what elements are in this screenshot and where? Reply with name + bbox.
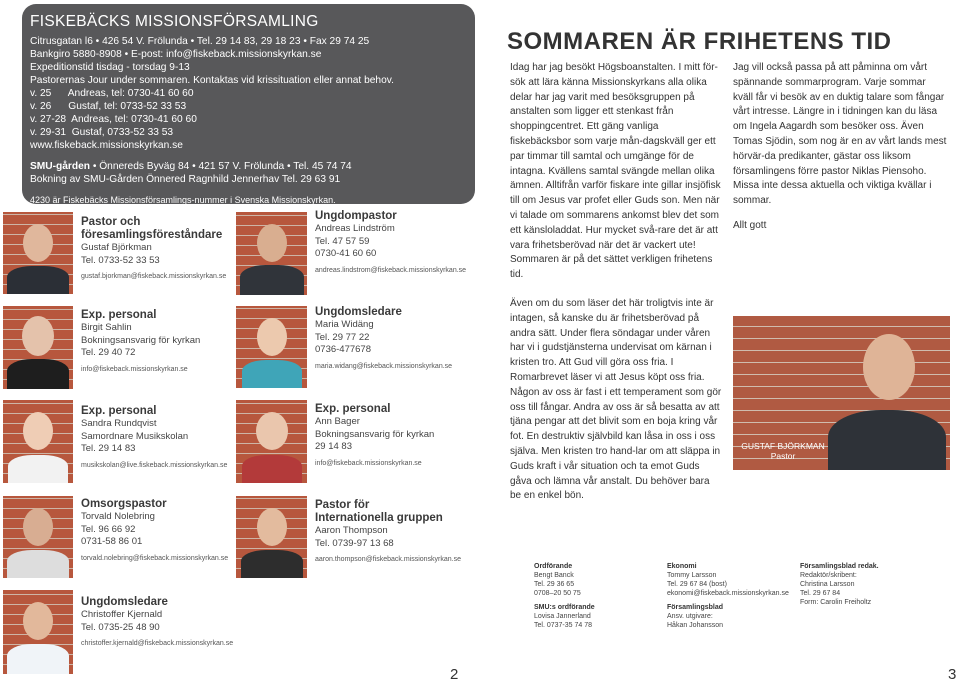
- staff-card-youth-leader-2: [81, 596, 251, 647]
- staff-name: Torvald Nolebring: [81, 511, 155, 522]
- duty-week-26: v. 26 Gustaf, tel: 0733-52 33 53: [30, 101, 187, 112]
- staff-email[interactable]: info@fiskeback.missionskyrkan.se: [81, 365, 188, 373]
- caption-role: Pastor: [770, 451, 796, 461]
- booking-line: Bokning av SMU-Gården Önnered Ragnhild Jennerhav Tel. 29 63 91: [30, 174, 341, 185]
- staff-photo-birgit: [3, 306, 73, 389]
- staff-title: Samordnare Musikskolan: [81, 430, 189, 442]
- staff-mobile: 0731-58 86 01: [81, 536, 143, 547]
- footer-line: Christina Larsson: [800, 581, 855, 588]
- staff-name: Christoffer Kjernald: [81, 609, 163, 620]
- page-number-right: 3: [948, 666, 957, 683]
- staff-phone: Tel. 96 66 92: [81, 523, 136, 535]
- staff-phone: Tel. 29 77 22: [315, 331, 370, 343]
- staff-name: Maria Widäng: [315, 319, 374, 330]
- staff-name: Birgit Sahlin: [81, 322, 132, 333]
- portrait-caption: [733, 441, 833, 461]
- staff-name: Sandra Rundqvist: [81, 418, 157, 429]
- staff-phone: 29 14 83: [315, 441, 352, 452]
- footer-line: Redaktör/skribent:: [800, 572, 857, 579]
- article-paragraph: Jag vill också passa på att påminna om vårt spännande sommarprogram. Varje sommar kväll får vi besök av en duktig talare som fångar vårt intresse. Längre in i tidningen kan du läsa om Ingela Aagardh som besöker oss. Även Tomas Sjödin, som nog är en av vårt lands mest hörvär-da predikanter, gästar oss liksom församlingens förre pastor Niklas Piensoho. Missa inte dessa aktuella och viktiga kvällar i sommar.: [733, 62, 947, 207]
- footer-line: Tommy Larsson: [667, 572, 717, 579]
- staff-name: Andreas Lindström: [315, 223, 395, 234]
- staff-role: Ungdompastor: [315, 210, 397, 222]
- article-column-2: [733, 61, 948, 240]
- staff-photo-gustaf: [3, 212, 73, 294]
- staff-card-pastor: [81, 216, 231, 280]
- staff-email[interactable]: maria.widang@fiskeback.missionskyrkan.se: [315, 362, 453, 370]
- staff-name: Gustaf Björkman: [81, 242, 152, 253]
- member-number-line: 4230 är Fiskebäcks Missionsförsamlings-nummer i Svenska Missionskyrkan.: [30, 195, 336, 205]
- pastor-portrait: [733, 316, 950, 470]
- staff-email[interactable]: gustaf.bjorkman@fiskeback.missionskyrkan.se: [81, 273, 227, 280]
- staff-email[interactable]: torvald.nolebring@fiskeback.missionskyrkan.se: [81, 554, 229, 562]
- staff-card-office-3: [315, 403, 475, 467]
- footer-line: Tel. 0737-35 74 78: [534, 622, 592, 629]
- footer-column-1: [534, 562, 654, 630]
- footer-heading: SMU:s ordförande: [534, 604, 595, 611]
- staff-card-office-1: [81, 309, 231, 373]
- footer-line: Tel. 29 67 84: [800, 590, 841, 597]
- staff-role: Exp. personal: [81, 309, 157, 321]
- staff-card-office-2: [81, 405, 231, 469]
- article-paragraph: Idag har jag besökt Högsboanstalten. I mitt för-sök att lära känna Missionskyrkans alla olika delar har jag varit med besöksgruppen på anstalten som ligger ett stenkast från shoppingcentret. Ett gäng vanliga fiskebäcksbor som varje mån-dagskväll ger ett par timmar till samtal och umgänge för de intagna. Kvällens samtal svängde mellan olika ämnen. Alltifrån varför fiskare inte gillar insjöfisk till om Jesus var profet eller Guds son. Men när vi talade om sommarens ankomst blev det som ett känsloladdat. Hur mycket svå-rare det är att vara frihetsberövad när det är vackert ute! Sommaren är på det sättet verkligen frihetens tid.: [510, 62, 721, 281]
- staff-photo-andreas: [236, 212, 307, 295]
- footer-line: Lovisa Jannerland: [534, 613, 591, 620]
- staff-email[interactable]: christoffer.kjernald@fiskeback.missionskyrkan.se: [81, 640, 234, 647]
- staff-phone: Tel. 29 40 72: [81, 347, 136, 358]
- bankgiro-line: Bankgiro 5880-8908 • E-post: info@fiskeback.missionskyrkan.se: [30, 49, 322, 60]
- staff-title: Bokningsansvarig för kyrkan: [315, 428, 435, 440]
- office-hours-line: Expeditionstid tisdag - torsdag 9-13: [30, 62, 190, 73]
- article-headline: SOMMAREN ÄR FRIHETENS TID: [507, 28, 892, 55]
- staff-role: Omsorgspastor: [81, 498, 167, 510]
- page-number-left: 2: [450, 666, 459, 683]
- staff-card-international-pastor: [315, 499, 475, 563]
- footer-line: 0708–20 50 75: [534, 590, 581, 597]
- staff-name: Ann Bager: [315, 416, 360, 427]
- contact-info-box: [22, 4, 475, 204]
- staff-photo-ann: [236, 400, 307, 483]
- smu-address: • Önnereds Byväg 84 • 421 57 V. Frölunda • Tel. 45 74 74: [90, 161, 352, 172]
- staff-email[interactable]: aaron.thompson@fiskeback.missionskyrkan.se: [315, 556, 462, 563]
- staff-role: Pastor för Internationella gruppen: [315, 499, 443, 524]
- staff-mobile: 0730-41 60 60: [315, 248, 377, 259]
- footer-line: Form: Carolin Freiholtz: [800, 599, 872, 606]
- footer-line: Tel. 29 67 84 (bost): [667, 581, 727, 588]
- footer-heading: Ordförande: [534, 563, 573, 570]
- staff-email[interactable]: musikskolan@live.fiskeback.missionskyrkan.se: [81, 461, 228, 469]
- staff-role: Ungdomsledare: [81, 596, 168, 608]
- footer-line: Ansv. utgivare:: [667, 613, 713, 620]
- staff-photo-torvald: [3, 496, 73, 578]
- staff-phone: Tel. 0739-97 13 68: [315, 537, 394, 549]
- staff-photo-maria: [236, 306, 307, 388]
- footer-email[interactable]: ekonomi@fiskeback.missionskyrkan.se: [667, 590, 789, 597]
- article-paragraph: Även om du som läser det här troligtvis inte är intagen, så kanske du är frihetsberövad på andra sätt. Under flera söndagar under våren har vi i gudstjänsterna undervisat om kärnan i kristen tro. Att Gud vill göra oss fria. I Romarbrevet läser vi att Jesus köpt oss fria. Någon av oss är fast i ett temperament som gör oss till fångar. Andra av oss är så besatta av att tjäna pengar att det blivit som en boja kring vår fot. En destruktiv självbild kan låsa in oss i oss själva. Men kristen tro hand-lar om att släppa in Guds kraft i vår situation och ta emot Guds gåva och lämna vår anstalt. Du behöver bara be en enkel bön.: [510, 297, 722, 502]
- staff-role: Ungdomsledare: [315, 306, 402, 318]
- address-line: Citrusgatan l6 • 426 54 V. Frölunda • Tel. 29 14 83, 29 18 23 • Fax 29 74 25: [30, 36, 370, 47]
- duty-week-27-28: v. 27-28 Andreas, tel: 0730-41 60 60: [30, 114, 197, 125]
- footer-heading: Församlingsblad: [667, 604, 724, 611]
- duty-week-29-31: v. 29-31 Gustaf, 0733-52 33 53: [30, 127, 174, 138]
- staff-role: Exp. personal: [81, 405, 157, 417]
- duty-week-25: v. 25 Andreas, tel: 0730-41 60 60: [30, 88, 194, 99]
- footer-heading: Församlingsblad redak.: [800, 563, 879, 570]
- staff-card-youth-leader-1: [315, 306, 475, 370]
- staff-photo-christoffer: [3, 590, 73, 674]
- staff-card-care-pastor: [81, 498, 231, 562]
- staff-phone: Tel. 29 14 83: [81, 443, 136, 454]
- staff-phone: Tel. 47 57 59: [315, 235, 370, 247]
- staff-email[interactable]: andreas.lindstrom@fiskeback.missionskyrkan.se: [315, 266, 467, 274]
- footer-line: Tel. 29 36 65: [534, 581, 575, 588]
- pastor-duty-line: Pastorernas Jour under sommaren. Kontaktas vid krissituation eller annat behov.: [30, 75, 394, 86]
- staff-title: Bokningsansvarig för kyrkan: [81, 334, 201, 346]
- staff-role: Exp. personal: [315, 403, 391, 415]
- staff-name: Aaron Thompson: [315, 525, 388, 536]
- footer-line: Bengt Banck: [534, 572, 574, 579]
- footer-column-2: [667, 562, 795, 630]
- footer-line: Håkan Johansson: [667, 622, 724, 629]
- website-link[interactable]: www.fiskeback.missionskyrkan.se: [30, 140, 183, 151]
- staff-email[interactable]: info@fiskeback.missionskyrkan.se: [315, 459, 422, 467]
- smu-label: SMU-gården: [30, 161, 90, 172]
- caption-name: GUSTAF BJÖRKMAN: [741, 441, 825, 451]
- church-title: FISKEBÄCKS MISSIONSFÖRSAMLING: [30, 13, 319, 30]
- staff-phone: Tel. 0735-25 48 90: [81, 621, 160, 633]
- staff-mobile: 0736-477678: [315, 344, 371, 355]
- article-signoff: Allt gott: [733, 219, 767, 231]
- staff-photo-sandra: [3, 400, 73, 483]
- staff-card-youth-pastor: [315, 210, 475, 274]
- footer-heading: Ekonomi: [667, 563, 697, 570]
- footer-column-3: [800, 562, 920, 607]
- article-column-1: [510, 61, 722, 510]
- staff-phone: Tel. 0733-52 33 53: [81, 254, 160, 266]
- staff-role: Pastor och föresamlingsföreståndare: [81, 216, 223, 241]
- staff-photo-aaron: [236, 496, 307, 578]
